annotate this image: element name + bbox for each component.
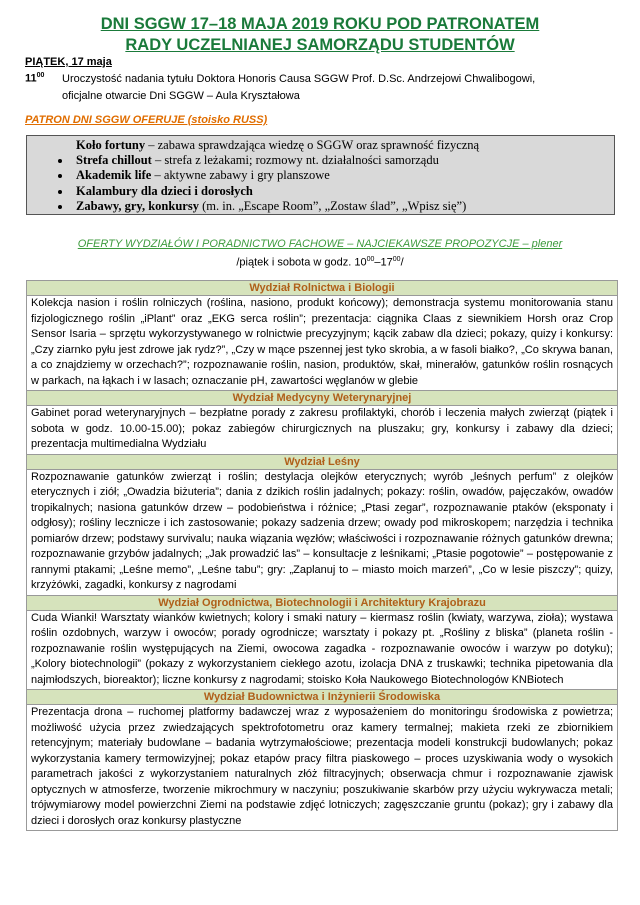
patron-offer-item (72, 138, 614, 153)
department-description: Rozpoznawanie gatunków zwierząt i roślin; destylacja olejków eterycznych; wyrób „leśnych perfum” z olejków eterycznych i ziół; „Owadzia biżuteria”; dania z dzikich roślin jadalnych; pokazy: roślin, owadów, pajęczaków, owadów tropikalnych; nasiona gatunków drzew – podobieństwa i różnice; „Ptasi zegar”, rozpoznawanie ptaków (eksponaty i odgłosy); rośliny lecznicze i ich zastosowanie; pokazy sadzenia drzew; owady pod mikroskopem; narzędzia i technika pomiarów drzew; podstawy survivalu; nauka wiązania węzłów; właściwości i rozpoznawanie różnych gatunków drewna; rozpoznawanie grzybów jadalnych; „Jak prowadzić las” – konsultacje z leśnikami; „Ptasie pogotowie” – postępowanie z rannymi ptakami; „Leśne memo”, „Leśne tabu”; gry: „Zaplanuj to – miasto moich marzeń”, „Co w lesie piszczy”; quizy, krzyżówki, zagadki, konkursy z nagrodami (27, 469, 617, 595)
offers-heading: OFERTY WYDZIAŁÓW I PORADNICTWO FACHOWE – NAJCIEKAWSZE PROPOZYCJE – plener (77, 238, 563, 250)
event-line-1: Uroczystość nadania tytułu Doktora Honoris Causa SGGW Prof. D.Sc. Andrzejowi Chwalibogowi, (62, 73, 536, 85)
patron-offer-item-desc: (m. in. „Escape Room”, „Zostaw ślad”, „Wpisz się”) (198, 198, 467, 213)
patron-offer-item-desc: – strefa z leżakami; rozmowy nt. działalności samorządu (151, 153, 439, 168)
title-line-2: RADY UCZELNIANEJ SAMORZĄDU STUDENTÓW (125, 36, 515, 54)
patron-heading: PATRON DNI SGGW OFERUJE (stoisko RUSS) (25, 114, 268, 126)
department-heading: Wydział Rolnictwa i Biologii (27, 280, 617, 295)
patron-offer-item (72, 168, 614, 183)
department-heading: Wydział Leśny (27, 454, 617, 469)
offers-hours-suffix: / (400, 256, 404, 269)
patron-offer-item-name: Koło fortuny (76, 138, 146, 152)
event-line-2: oficjalne otwarcie Dni SGGW – Aula Kryształowa (62, 90, 300, 102)
department-description: Cuda Wianki! Warsztaty wianków kwietnych; kolory i smaki natury – kiermasz roślin (kwiaty, warzywa, zioła); wystawa roślin ozdobnych, warzyw i owoców; porady ogrodnicze; warsztaty i pokazy pt. „Rośliny z bliska” (planeta roślin - rozpoznawanie roślin występujących na Ziemi, owocowa zagadka - rozpoznawanie owoców i warzyw po dotyku); „Kolory biotechnologii” (pokazy z wykorzystaniem ciekłego azotu, izolacja DNA z truskawki; technika pipetowania dla najmłodszych, bioreaktor); liczne konkursy z nagrodami; stoisko Koła Naukowego Biotechnologów KNBiotech (27, 610, 617, 690)
patron-offer-box (26, 135, 615, 215)
patron-offer-item (72, 184, 614, 199)
offers-hours-sup-end: 00 (392, 256, 401, 263)
title-line-1: DNI SGGW 17–18 MAJA 2019 ROKU POD PATRONATEM (100, 15, 540, 33)
departments-table (26, 280, 618, 831)
patron-offer-item-name: Strefa chillout (76, 153, 152, 168)
patron-offer-item-name: Akademik life (76, 168, 152, 183)
offers-hours-sup-start: 00 (366, 256, 375, 263)
patron-offer-item-desc: – zabawa sprawdzająca wiedzę o SGGW oraz sprawność fizyczną (145, 138, 480, 152)
offers-hours-middle: –17 (374, 256, 393, 269)
event-time-minutes: 00 (36, 72, 45, 79)
patron-offer-item-name: Zabawy, gry, konkursy (76, 198, 199, 213)
event-time-hour: 11 (25, 72, 37, 85)
department-heading: Wydział Medycyny Weterynaryjnej (27, 390, 617, 405)
event-description (62, 71, 622, 105)
department-description: Prezentacja drona – ruchomej platformy badawczej wraz z wyposażeniem do monitoringu środowiska z powietrza; możliwość użycia przez zwiedzających spektrofotometru oraz kamery termalnej; makieta rzeki ze zbiornikiem retencyjnym; materiały budowlane – badania wytrzymałościowe; prezentacja modeli konstrukcji budowlanych; pokaz wykorzystania kamery termowizyjnej; pokaz etapów pracy filtra piaskowego – proces uzyskiwania wody o wysokich parametrach jakości z wykorzystaniem naturalnych złóż filtracyjnych; obserwacja chmur i rozpoznawanie zjawisk optycznych w atmosferze, tworzenie mikrochmury w naczyniu; poszukiwanie skarbów przy użyciu wykrywacza metali; trójwymiarowy model powierzchni Ziemi na podstawie zdjęć lotniczych; zagęszczanie gruntu (pokaz); gry i zabawy dla dzieci i dorosłych oraz konkursy plastyczne (27, 704, 617, 830)
patron-offer-list (27, 138, 614, 214)
department-description: Gabinet porad weterynaryjnych – bezpłatne porady z zakresu profilaktyki, chorób i leczenia małych zwierząt (piątek i sobota w godz. 10.00-15.00); pokaz zabiegów chirurgicznych na pluszaku; gry, konkursy i zabawy dla dzieci; prezentacja multimedialna Wydziału (27, 405, 617, 454)
patron-offer-item-desc: – aktywne zabawy i gry planszowe (151, 168, 330, 183)
offers-hours (0, 256, 640, 269)
patron-offer-item (72, 153, 614, 168)
event-time (25, 72, 44, 85)
patron-offer-item (72, 199, 614, 214)
department-description: Kolekcja nasion i roślin rolniczych (roślina, nasiono, produkt końcowy); demonstracja systemu monitorowania stanu fizjologicznego roślin „iPlant” oraz „EKG serca roślin”; prezentacja: ciągnika Claas z siewnikiem Horsh oraz Crop Sensor Isaria – sprzętu wykorzystywanego w rolnictwie precyzyjnym; kącik zabaw dla dzieci; pokazy, quizy i konkursy: „Czy ziarnko pyłu jest zdrowe jak rydz?”, „Czy w mące pszennej jest tyko skrobia, a w fasoli białko?, „Co skrywa banan, a co znajdziemy w orzechach?”; rozpoznawanie roślin, nasion, produktów, skał, minerałów, gatunków roślin rosnących w parkach, na łąkach i w lasach; oznaczanie pH, zawartości węglanów w glebie (27, 295, 617, 390)
department-heading: Wydział Ogrodnictwa, Biotechnologii i Architektury Krajobrazu (27, 595, 617, 610)
offers-hours-prefix: /piątek i sobota w godz. 10 (236, 256, 367, 269)
department-heading: Wydział Budownictwa i Inżynierii Środowiska (27, 689, 617, 704)
patron-offer-item-name: Kalambury dla dzieci i dorosłych (76, 183, 253, 198)
day-label: PIĄTEK, 17 maja (25, 56, 112, 68)
